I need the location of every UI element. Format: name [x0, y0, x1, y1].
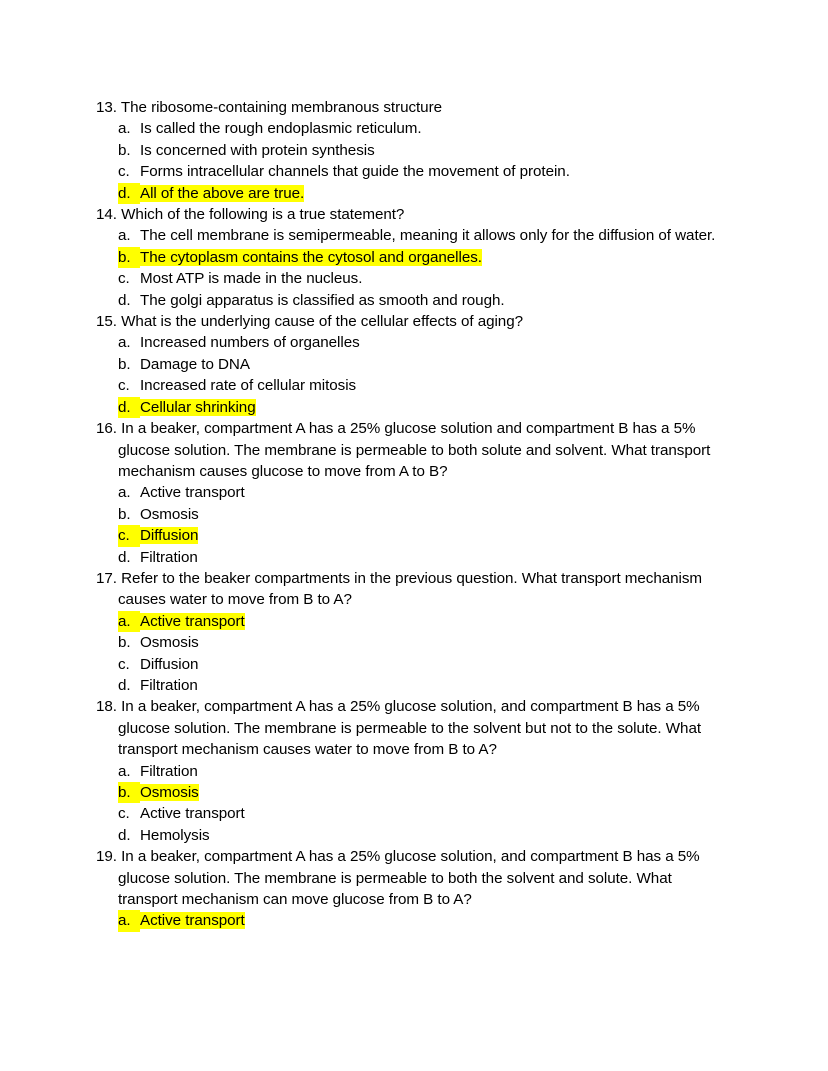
- option-text: Diffusion: [140, 655, 199, 673]
- option-text: Most ATP is made in the nucleus.: [140, 270, 363, 288]
- option-letter: d.: [118, 397, 140, 418]
- option-letter: b.: [118, 505, 131, 523]
- option-text: Hemolysis: [140, 826, 210, 844]
- option-item[interactable]: [96, 268, 728, 289]
- option-text: Filtration: [140, 762, 198, 780]
- option-item[interactable]: [96, 504, 728, 525]
- option-letter: a.: [118, 227, 131, 245]
- option-letter: a.: [118, 611, 140, 632]
- option-letter: b.: [118, 355, 131, 373]
- option-list: [96, 611, 728, 697]
- option-item[interactable]: [96, 397, 728, 418]
- option-text: Forms intracellular channels that guide the movement of protein.: [140, 163, 570, 181]
- option-list: [96, 118, 728, 204]
- question-stem-text: In a beaker, compartment A has a 25% glucose solution, and compartment B has a 5% glucose solution. The membrane is permeable to both the solvent and solute. What transport mechanism can move glucose from B to A?: [118, 848, 700, 909]
- option-item[interactable]: [96, 910, 728, 931]
- option-text: The golgi apparatus is classified as smooth and rough.: [140, 291, 505, 309]
- option-letter: c.: [118, 377, 130, 395]
- option-letter: a.: [118, 762, 131, 780]
- option-text: Osmosis: [140, 505, 199, 523]
- question-stem-text: In a beaker, compartment A has a 25% glucose solution, and compartment B has a 5% glucose solution. The membrane is permeable to the solvent but not to the solute. What transport mechanism causes water to move from B to A?: [118, 698, 702, 759]
- option-text: Is concerned with protein synthesis: [140, 141, 375, 159]
- option-text: All of the above are true.: [140, 184, 305, 202]
- option-text: Is called the rough endoplasmic reticulum.: [140, 120, 422, 138]
- option-list: [96, 482, 728, 568]
- option-item[interactable]: [96, 611, 728, 632]
- question-number: 16.: [96, 420, 117, 438]
- option-letter: d.: [118, 676, 131, 694]
- option-item[interactable]: [96, 140, 728, 161]
- option-item[interactable]: [96, 675, 728, 696]
- option-item[interactable]: [96, 183, 728, 204]
- question-stem: [96, 418, 728, 482]
- option-item[interactable]: [96, 225, 728, 246]
- option-letter: b.: [118, 247, 140, 268]
- option-list: [96, 761, 728, 847]
- option-text: Filtration: [140, 676, 198, 694]
- option-letter: a.: [118, 334, 131, 352]
- option-text: Active transport: [140, 484, 245, 502]
- question-number: 14.: [96, 206, 117, 224]
- question-block: [96, 418, 728, 568]
- option-item[interactable]: [96, 332, 728, 353]
- option-item[interactable]: [96, 632, 728, 653]
- option-letter: d.: [118, 826, 131, 844]
- question-stem-text: Which of the following is a true statement?: [121, 206, 405, 224]
- option-text: The cell membrane is semipermeable, meaning it allows only for the diffusion of water.: [140, 227, 716, 245]
- option-item[interactable]: [96, 118, 728, 139]
- option-letter: c.: [118, 163, 130, 181]
- option-text: Active transport: [140, 612, 245, 630]
- option-letter: c.: [118, 270, 130, 288]
- option-list: [96, 910, 728, 931]
- option-letter: a.: [118, 484, 131, 502]
- option-text: Cellular shrinking: [140, 398, 256, 416]
- option-text: Active transport: [140, 805, 245, 823]
- option-item[interactable]: [96, 354, 728, 375]
- option-text: Diffusion: [140, 527, 199, 545]
- option-letter: b.: [118, 141, 131, 159]
- option-list: [96, 332, 728, 418]
- option-item[interactable]: [96, 525, 728, 546]
- option-letter: a.: [118, 120, 131, 138]
- option-text: Increased numbers of organelles: [140, 334, 360, 352]
- question-block: [96, 846, 728, 932]
- option-text: Filtration: [140, 548, 198, 566]
- question-stem-text: Refer to the beaker compartments in the previous question. What transport mechanism causes water to move from B to A?: [118, 569, 702, 609]
- question-block: [96, 696, 728, 846]
- question-number: 18.: [96, 698, 117, 716]
- question-number: 17.: [96, 569, 117, 587]
- option-item[interactable]: [96, 290, 728, 311]
- quiz-content: [96, 97, 728, 932]
- option-letter: d.: [118, 548, 131, 566]
- option-letter: d.: [118, 291, 131, 309]
- question-block: [96, 97, 728, 204]
- question-stem: [96, 696, 728, 760]
- option-letter: d.: [118, 183, 140, 204]
- option-item[interactable]: [96, 782, 728, 803]
- question-stem-text: The ribosome-containing membranous structure: [120, 99, 442, 116]
- option-text: Active transport: [140, 912, 245, 930]
- question-block: [96, 204, 728, 311]
- option-item[interactable]: [96, 654, 728, 675]
- option-list: [96, 225, 728, 311]
- option-item[interactable]: [96, 482, 728, 503]
- option-text: Damage to DNA: [140, 355, 250, 373]
- option-letter: c.: [118, 655, 130, 673]
- question-stem: [96, 97, 728, 118]
- question-block: [96, 311, 728, 418]
- question-stem: [96, 311, 728, 332]
- question-number: 13.: [96, 99, 117, 116]
- question-stem-text: What is the underlying cause of the cellular effects of aging?: [121, 313, 524, 331]
- question-number: 15.: [96, 313, 117, 331]
- option-letter: c.: [118, 805, 130, 823]
- option-letter: b.: [118, 782, 140, 803]
- option-letter: a.: [118, 910, 140, 931]
- question-stem-text: In a beaker, compartment A has a 25% glucose solution and compartment B has a 5% glucose solution. The membrane is permeable to both solute and solvent. What transport mechanism causes glucose to move from A to B?: [118, 420, 711, 480]
- question-stem: [96, 846, 728, 910]
- question-stem: [96, 204, 728, 225]
- option-text: Osmosis: [140, 634, 199, 652]
- option-item[interactable]: [96, 825, 728, 846]
- option-item[interactable]: [96, 161, 728, 182]
- question-number: 19.: [96, 848, 117, 866]
- question-block: [96, 568, 728, 696]
- option-item[interactable]: [96, 803, 728, 824]
- option-item[interactable]: [96, 247, 728, 268]
- option-text: Osmosis: [140, 784, 199, 801]
- option-item[interactable]: [96, 547, 728, 568]
- option-item[interactable]: [96, 761, 728, 782]
- option-text: The cytoplasm contains the cytosol and organelles.: [140, 248, 482, 266]
- option-letter: c.: [118, 525, 140, 546]
- option-item[interactable]: [96, 375, 728, 396]
- option-text: Increased rate of cellular mitosis: [140, 377, 357, 395]
- option-letter: b.: [118, 634, 131, 652]
- question-stem: [96, 568, 728, 611]
